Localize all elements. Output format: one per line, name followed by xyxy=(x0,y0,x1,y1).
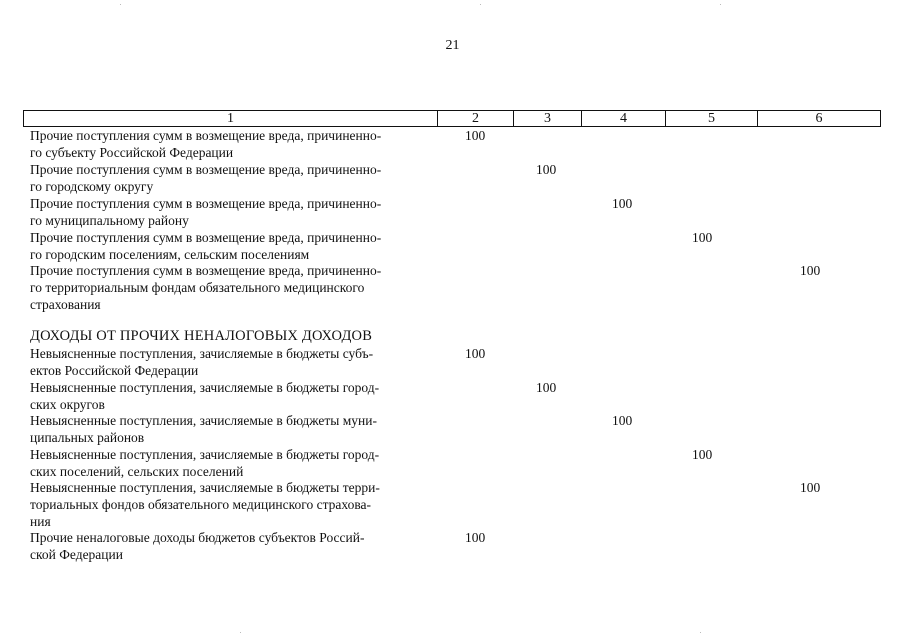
table-row xyxy=(30,380,881,414)
row-label: Невыясненные поступления, зачисляемые в бюджеты муни- ципальных районов xyxy=(30,413,377,445)
scan-artifact xyxy=(480,4,481,5)
table-row xyxy=(30,530,881,564)
row-value-col6: 100 xyxy=(800,480,821,495)
page-number: 21 xyxy=(445,38,460,53)
row-value-col5: 100 xyxy=(692,447,713,462)
row-label: Невыясненные поступления, зачисляемые в бюджеты субъ- ектов Российской Федерации xyxy=(30,346,374,378)
row-value-col3: 100 xyxy=(536,162,557,177)
row-label: Прочие поступления сумм в возмещение вреда, причиненно- го городским поселениям, сельским поселениям xyxy=(30,230,382,262)
row-label: Прочие поступления сумм в возмещение вреда, причиненно- го городскому округу xyxy=(30,162,382,194)
section-title: ДОХОДЫ ОТ ПРОЧИХ НЕНАЛОГОВЫХ ДОХОДОВ xyxy=(30,328,373,344)
table-row xyxy=(30,346,881,380)
row-value-col6: 100 xyxy=(800,263,821,278)
table-header xyxy=(23,110,881,127)
table-row xyxy=(30,413,881,447)
row-label: Прочие неналоговые доходы бюджетов субъектов Россий- ской Федерации xyxy=(30,530,365,562)
table-row xyxy=(30,263,881,313)
table-row xyxy=(30,447,881,481)
scan-artifact xyxy=(120,4,121,5)
row-label: Прочие поступления сумм в возмещение вреда, причиненно- го субъекту Российской Федерации xyxy=(30,128,382,160)
row-value-col5: 100 xyxy=(692,230,713,245)
header-col-2: 2 xyxy=(438,111,514,126)
row-label: Невыясненные поступления, зачисляемые в бюджеты город- ских округов xyxy=(30,380,380,412)
scan-artifact xyxy=(240,632,241,633)
row-label: Прочие поступления сумм в возмещение вреда, причиненно- го муниципальному району xyxy=(30,196,382,228)
row-value-col3: 100 xyxy=(536,380,557,395)
scan-artifact xyxy=(700,632,701,633)
row-value-col2: 100 xyxy=(465,346,486,361)
table-row xyxy=(30,230,881,264)
header-col-4: 4 xyxy=(582,111,666,126)
row-value-col4: 100 xyxy=(612,196,633,211)
table-row xyxy=(30,162,881,196)
header-col-6: 6 xyxy=(815,111,823,126)
row-label: Невыясненные поступления, зачисляемые в бюджеты город- ских поселений, сельских поселений xyxy=(30,447,380,479)
header-col-5: 5 xyxy=(666,111,758,126)
table-row xyxy=(30,196,881,230)
table-row xyxy=(30,480,881,530)
header-col-3: 3 xyxy=(514,111,582,126)
row-value-col2: 100 xyxy=(465,128,486,143)
table-row xyxy=(30,128,881,162)
row-value-col2: 100 xyxy=(465,530,486,545)
row-label: Прочие поступления сумм в возмещение вреда, причиненно- го территориальным фондам обязательного медицинского страхования xyxy=(30,263,382,312)
scan-artifact xyxy=(720,4,721,5)
row-label: Невыясненные поступления, зачисляемые в бюджеты терри- ториальных фондов обязательного медицинского страхова- ния xyxy=(30,480,380,529)
header-col-1: 1 xyxy=(24,111,438,126)
row-value-col4: 100 xyxy=(612,413,633,428)
